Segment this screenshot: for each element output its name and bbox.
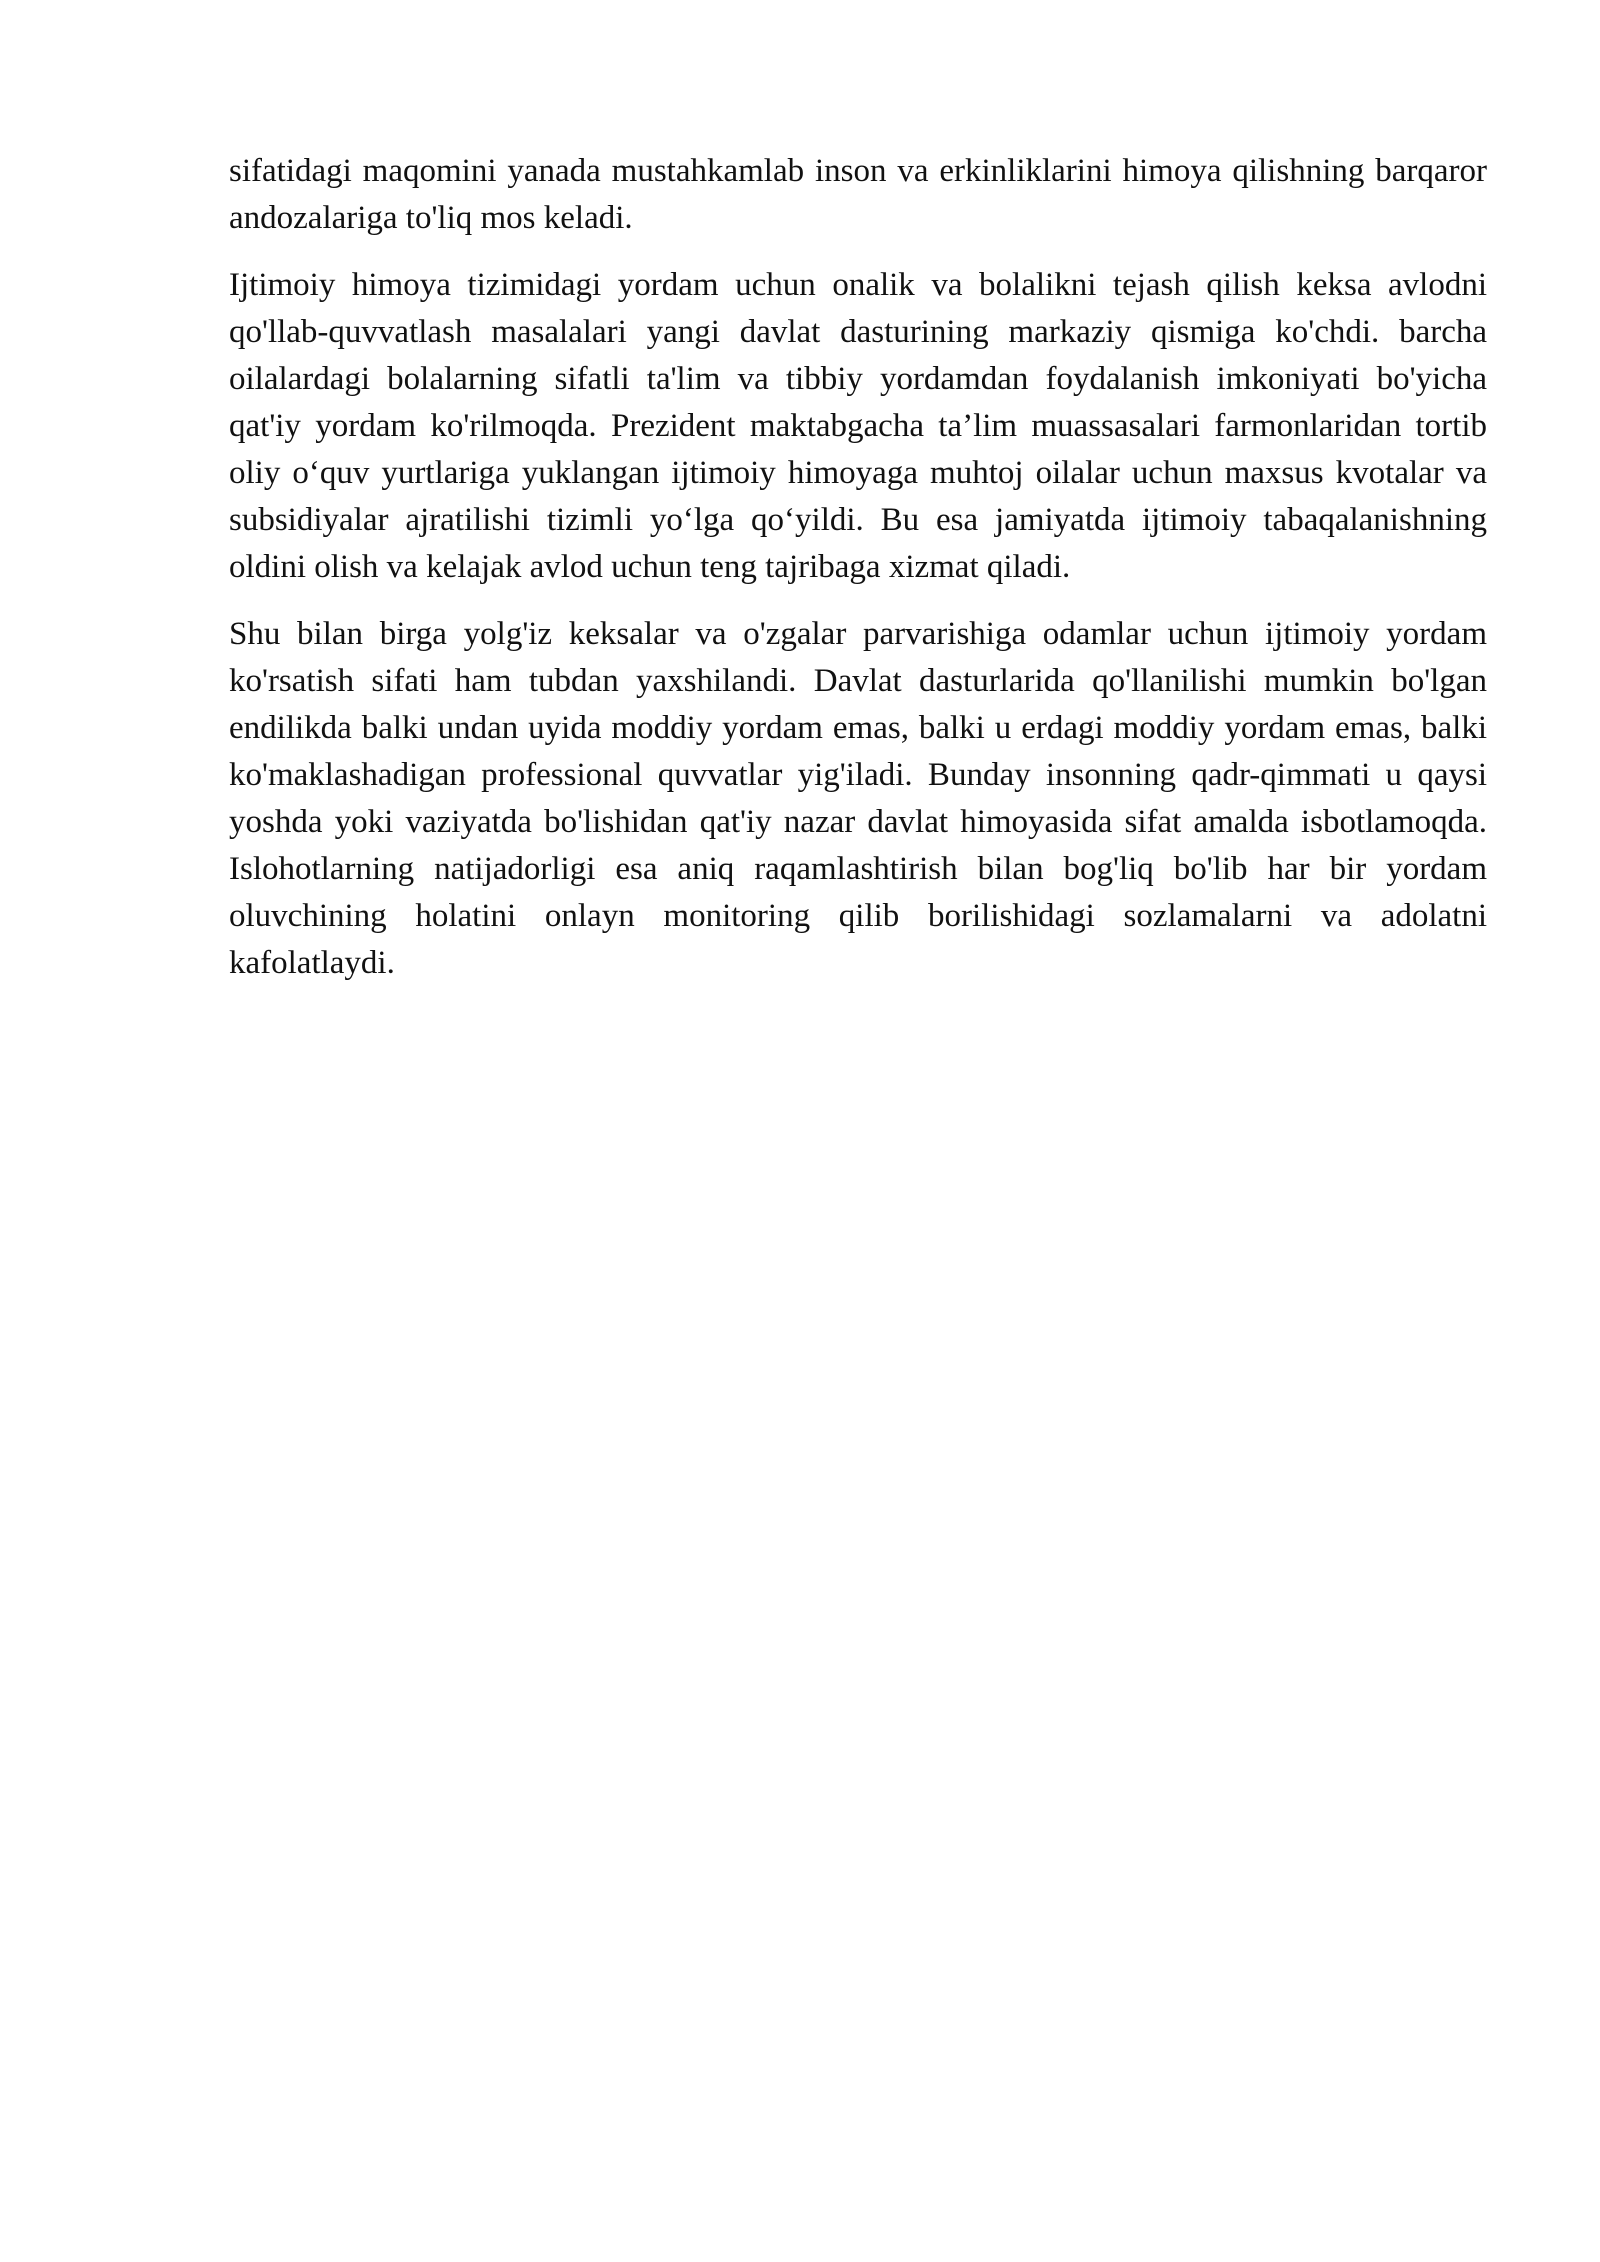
paragraph-2: Ijtimoiy himoya tizimidagi yordam uchun onalik va bolalikni tejash qilish keksa avlodni qo'llab-quvvatlash masalalari yangi davlat dasturining markaziy qismiga ko'chdi. barcha oilalardagi bolalarning sifatli ta'lim va tibbiy yordamdan foydalanish imkoniyati bo'yicha qat'iy yordam ko'rilmoqda. Prezident maktabgacha ta’lim muassasalari farmonlaridan tortib oliy o‘quv yurtlariga yuklangan ijtimoiy himoyaga muhtoj oilalar uchun maxsus kvotalar va subsidiyalar ajratilishi tizimli yo‘lga qo‘yildi. Bu esa jamiyatda ijtimoiy tabaqalanishning oldini olish va kelajak avlod uchun teng tajribaga xizmat qiladi. bbox=[229, 267, 1487, 585]
paragraph-1: sifatidagi maqomini yanada mustahkamlab inson va erkinliklarini himoya qilishning barqaror andozalariga to'liq mos keladi. bbox=[229, 153, 1487, 236]
document-body bbox=[229, 148, 1487, 1007]
paragraph-3: Shu bilan birga yolg'iz keksalar va o'zgalar parvarishiga odamlar uchun ijtimoiy yordam ko'rsatish sifati ham tubdan yaxshilandi. Davlat dasturlarida qo'llanilishi mumkin bo'lgan endilikda balki undan uyida moddiy yordam emas, balki u erdagi moddiy yordam emas, balki ko'maklashadigan professional quvvatlar yig'iladi. Bunday insonning qadr-qimmati u qaysi yoshda yoki vaziyatda bo'lishidan qat'iy nazar davlat himoyasida sifat amalda isbotlamoqda. Islohotlarning natijadorligi esa aniq raqamlashtirish bilan bog'liq bo'lib har bir yordam oluvchining holatini onlayn monitoring qilib borilishidagi sozlamalarni va adolatni kafolatlaydi. bbox=[229, 616, 1487, 981]
